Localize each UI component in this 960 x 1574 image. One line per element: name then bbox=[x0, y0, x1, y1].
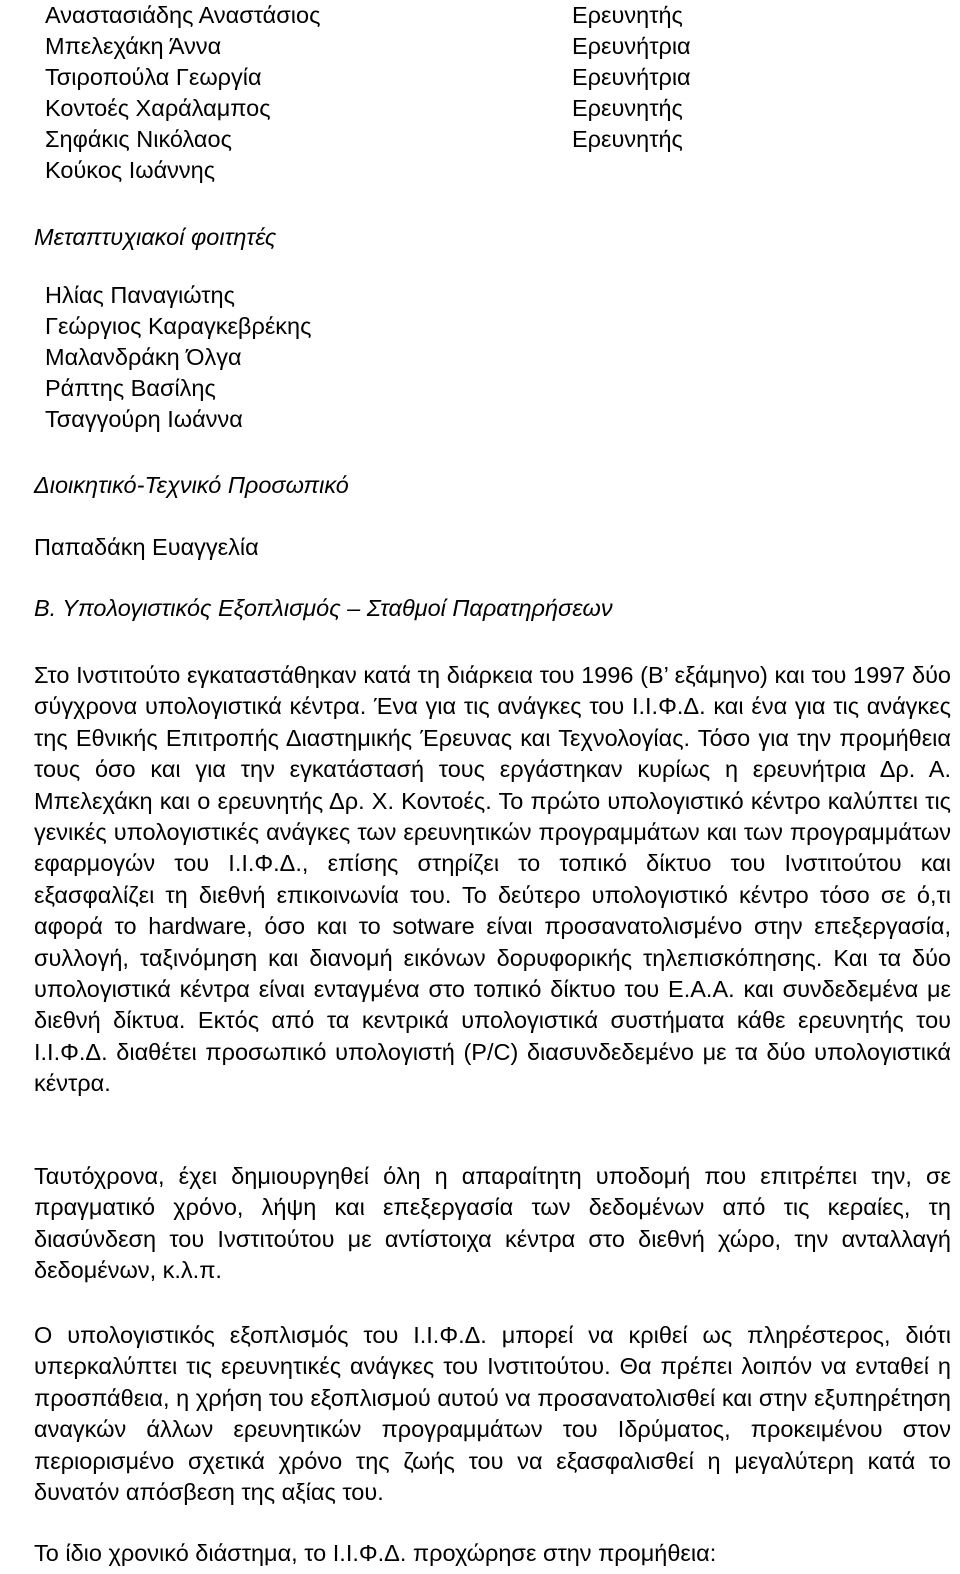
researcher-role: Ερευνητής bbox=[572, 126, 683, 152]
researcher-row bbox=[45, 155, 905, 186]
researcher-name: Τσιροπούλα Γεωργία bbox=[45, 64, 262, 90]
researcher-name: Μπελεχάκη Άννα bbox=[45, 33, 222, 59]
postgrad-name: Ράπτης Βασίλης bbox=[45, 375, 216, 401]
researcher-role: Ερευνητής bbox=[572, 95, 683, 121]
researcher-row bbox=[45, 31, 905, 62]
postgrad-heading: Μεταπτυχιακοί φοιτητές bbox=[34, 224, 277, 250]
postgrad-name: Γεώργιος Καραγκεβρέκης bbox=[45, 313, 312, 339]
researcher-name: Σηφάκις Νικόλαος bbox=[45, 126, 232, 152]
admin-staff-name: Παπαδάκη Ευαγγελία bbox=[34, 534, 259, 560]
researcher-name: Αναστασιάδης Αναστάσιος bbox=[45, 2, 321, 28]
paragraph-infrastructure: Ταυτόχρονα, έχει δημιουργηθεί όλη η απαραίτητη υποδομή που επιτρέπει την, σε πραγματικό χρόνο, λήψη και επεξεργασία των δεδομένων από τις κεραίες, τη διασύνδεση του Ινστιτούτου με αντίστοιχα κέντρα στο διεθνή χώρο, την ανταλλαγή δεδομένων, κ.λ.π. bbox=[34, 1163, 951, 1284]
researcher-name: Κοντοές Χαράλαμπος bbox=[45, 95, 271, 121]
postgrad-name: Μαλανδράκη Όλγα bbox=[45, 344, 242, 370]
researcher-role: Ερευνήτρια bbox=[572, 64, 691, 90]
paragraph-computing-centers: Στο Ινστιτούτο εγκαταστάθηκαν κατά τη διάρκεια του 1996 (Β’ εξάμηνο) και του 1997 δύο σύγχρονα υπολογιστικά κέντρα. Ένα για τις ανάγκες του Ι.Ι.Φ.Δ. και ένα για τις ανάγκες της Εθνικής Επιτροπής Διαστημικής Έρευνας και Τεχνολογίας. Τόσο για την προμήθεια τους όσο και για την εγκατάστασή τους εργάστηκαν κυρίως η ερευνήτρια Δρ. Α. Μπελεχάκη και ο ερευνητής Δρ. Χ. Κοντοές. Το πρώτο υπολογιστικό κέντρο καλύπτει τις γενικές υπολογιστικές ανάγκες των ερευνητικών προγραμμάτων και των προγραμμάτων εφαρμογών του Ι.Ι.Φ.Δ., επίσης στηρίζει το τοπικό δίκτυο του Ινστιτούτου και εξασφαλίζει τη διεθνή επικοινωνία του. Το δεύτερο υπολογιστικό κέντρο τόσο σε ό,τι αφορά το hardware, όσο και το sotware είναι προσανατολισμένο στην επεξεργασία, συλλογή, ταξινόμηση και διανομή εικόνων δορυφορικής τηλεπισκόπησης. Και τα δύο υπολογιστικά κέντρα είναι ενταγμένα στο τοπικό δίκτυο του Ε.Α.Α. και συνδεδεμένα με διεθνή δίκτυα. Εκτός από τα κεντρικά υπολογιστικά συστήματα κάθε ερευνητής του Ι.Ι.Φ.Δ. διαθέτει προσωπικό υπολογιστή (P/C) διασυνδεδεμένο με τα δύο υπολογιστικά κέντρα. bbox=[34, 662, 951, 1097]
postgrad-name: Τσαγγούρη Ιωάννα bbox=[45, 406, 243, 432]
section-b-heading: Β. Υπολογιστικός Εξοπλισμός – Σταθμοί Παρατηρήσεων bbox=[34, 595, 613, 621]
admin-heading: Διοικητικό-Τεχνικό Προσωπικό bbox=[34, 472, 349, 498]
researcher-role: Ερευνητής bbox=[572, 2, 683, 28]
postgrad-name: Ηλίας Παναγιώτης bbox=[45, 282, 235, 308]
researcher-role: Ερευνήτρια bbox=[572, 33, 691, 59]
researcher-row bbox=[45, 0, 905, 31]
researcher-row bbox=[45, 62, 905, 93]
paragraph-equipment-assessment: Ο υπολογιστικός εξοπλισμός του Ι.Ι.Φ.Δ. μπορεί να κριθεί ως πληρέστερος, διότι υπερκαλύπτει τις ερευνητικές ανάγκες του Ινστιτούτου. Θα πρέπει λοιπόν να ενταθεί η προσπάθεια, η χρήση του εξοπλισμού αυτού να προσανατολισθεί και στην εξυπηρέτηση αναγκών άλλων ερευνητικών προγραμμάτων του Ιδρύματος, προκειμένου στον περιορισμένο σχετικά χρόνο της ζωής του να εξασφαλισθεί η μεγαλύτερη κατά το δυνατόν απόσβεση της αξίας του. bbox=[34, 1322, 951, 1506]
researcher-name: Κούκος Ιωάννης bbox=[45, 157, 216, 183]
final-line: Το ίδιο χρονικό διάστημα, το Ι.Ι.Φ.Δ. προχώρησε στην προμήθεια: bbox=[34, 1540, 717, 1566]
researcher-row bbox=[45, 93, 905, 124]
researcher-row bbox=[45, 124, 905, 155]
